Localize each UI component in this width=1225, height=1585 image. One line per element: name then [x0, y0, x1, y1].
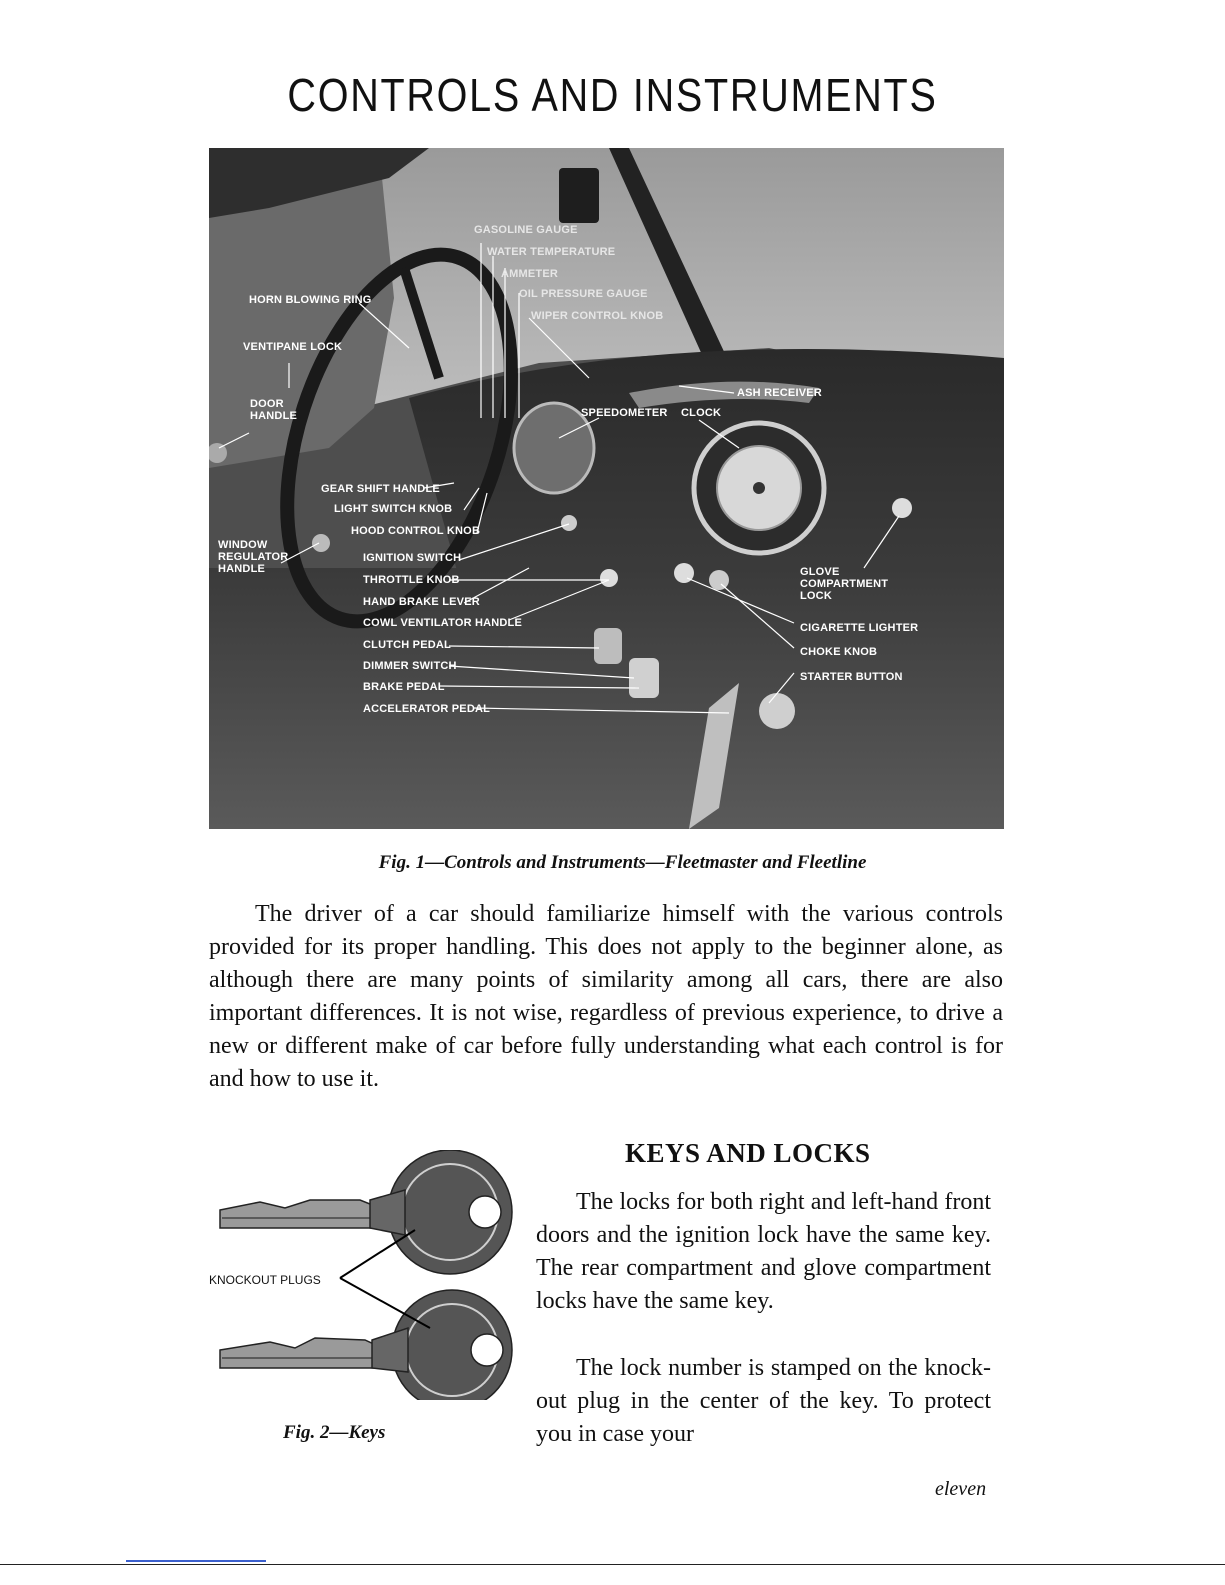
- rear-view-mirror: [559, 168, 599, 223]
- callout-speedometer: SPEEDOMETER: [581, 407, 668, 419]
- keys-paragraph-2: The lock number is stamped on the knock-out plug in the center of the key. To protect you in case your: [536, 1355, 991, 1447]
- starter-button-shape: [759, 693, 795, 729]
- callout-glove-compartment-lock: GLOVE COMPARTMENT LOCK: [800, 566, 889, 602]
- callout-choke-knob: CHOKE KNOB: [800, 646, 878, 658]
- callout-clock: CLOCK: [681, 407, 722, 419]
- clutch-pedal-shape: [594, 628, 622, 664]
- callout-wiper-control-knob: WIPER CONTROL KNOB: [531, 310, 664, 322]
- callout-ash-receiver: ASH RECEIVER: [737, 387, 822, 399]
- callout-gear-shift-handle: GEAR SHIFT HANDLE: [321, 483, 440, 495]
- callout-brake-pedal: BRAKE PEDAL: [363, 681, 445, 693]
- callout-oil-pressure-gauge: OIL PRESSURE GAUGE: [519, 288, 648, 300]
- callout-cowl-ventilator-handle: COWL VENTILATOR HANDLE: [363, 617, 523, 629]
- callout-clutch-pedal: CLUTCH PEDAL: [363, 639, 451, 651]
- callout-ammeter: AMMETER: [501, 268, 559, 280]
- callout-gasoline-gauge: GASOLINE GAUGE: [474, 224, 578, 236]
- figure-1-caption: Fig. 1—Controls and Instruments—Fleetmaster and Fleetline: [378, 852, 867, 873]
- footer-link-underline: [126, 1560, 266, 1562]
- dashboard-photo: [209, 148, 1004, 829]
- footer-divider: [0, 1564, 1225, 1565]
- callout-window-regulator-handle: WINDOW REGULATOR HANDLE: [218, 539, 289, 575]
- callout-water-temperature: WATER TEMPERATURE: [487, 246, 616, 258]
- page-number: eleven: [935, 1478, 987, 1500]
- key-bottom: [220, 1290, 512, 1400]
- callout-accelerator-pedal: ACCELERATOR PEDAL: [363, 703, 491, 715]
- glove-lock-knob: [892, 498, 912, 518]
- knockout-plugs-label: KNOCKOUT PLUGS: [209, 1273, 321, 1287]
- callout-hood-control-knob: HOOD CONTROL KNOB: [351, 525, 481, 537]
- callout-throttle-knob: THROTTLE KNOB: [363, 574, 460, 586]
- callout-hand-brake-lever: HAND BRAKE LEVER: [363, 596, 480, 608]
- key-top: [220, 1150, 512, 1274]
- page-title: CONTROLS AND INSTRUMENTS: [287, 69, 938, 121]
- section-heading-keys-and-locks: KEYS AND LOCKS: [625, 1138, 871, 1168]
- callout-ignition-switch: IGNITION SWITCH: [363, 552, 462, 564]
- callout-cigarette-lighter: CIGARETTE LIGHTER: [800, 622, 919, 634]
- intro-paragraph: The driver of a car should familiarize himself with the various controls provided for its proper handling. This does not apply to the beginner alone, as although there are many points of similarity among all cars, there are also important differences. It is not wise, regardless of previous experience, to drive a new or different make of car before fully understanding what each control is for and how to use it.: [209, 901, 1003, 1092]
- callout-horn-blowing-ring: HORN BLOWING RING: [249, 294, 372, 306]
- figure-2-caption: Fig. 2—Keys: [283, 1422, 386, 1443]
- callout-light-switch-knob: LIGHT SWITCH KNOB: [334, 503, 453, 515]
- callout-door-handle: DOOR HANDLE: [250, 398, 298, 422]
- callout-ventipane-lock: VENTIPANE LOCK: [243, 341, 343, 353]
- callout-starter-button: STARTER BUTTON: [800, 671, 903, 683]
- callout-dimmer-switch: DIMMER SWITCH: [363, 660, 457, 672]
- keys-paragraph-1: The locks for both right and left-hand front doors and the ignition lock have the same key. The rear compartment and glove compartment locks have the same key.: [536, 1189, 991, 1314]
